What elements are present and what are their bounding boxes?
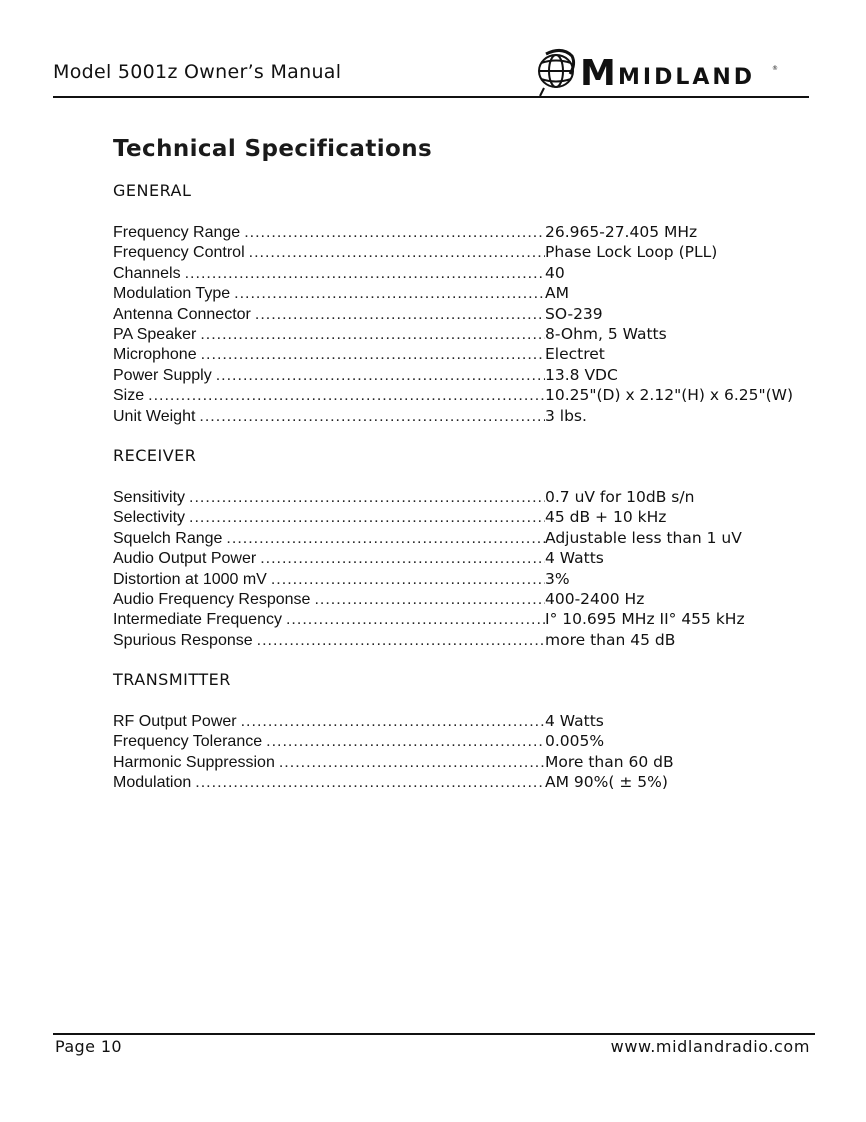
spec-row bbox=[113, 406, 813, 426]
spec-row bbox=[113, 242, 813, 262]
spec-label: Sensitivity bbox=[113, 489, 186, 506]
spec-row bbox=[113, 589, 813, 609]
spec-row bbox=[113, 324, 813, 344]
page-title: Technical Specifications bbox=[113, 136, 433, 162]
spec-value: 0.7 uV for 10dB s/n bbox=[545, 488, 695, 506]
spec-label: Modulation Type bbox=[113, 285, 231, 303]
spec-row bbox=[113, 609, 813, 629]
spec-value: 4 Watts bbox=[545, 712, 604, 730]
spec-row bbox=[113, 507, 813, 527]
dot-leader bbox=[197, 345, 545, 365]
spec-label: Modulation bbox=[113, 774, 192, 792]
svg-text:MIDLAND: MIDLAND bbox=[618, 65, 756, 90]
dot-leader bbox=[275, 753, 545, 773]
spec-value: more than 45 dB bbox=[545, 630, 676, 649]
spec-label: Power Supply bbox=[113, 366, 212, 384]
spec-label: Audio Frequency Response bbox=[113, 590, 311, 608]
spec-label: Channels bbox=[113, 264, 181, 282]
section-heading: GENERAL bbox=[113, 181, 192, 200]
spec-value: AM 90%( ± 5%) bbox=[545, 773, 668, 792]
section-heading: TRANSMITTER bbox=[113, 670, 231, 689]
spec-label: Squelch Range bbox=[113, 529, 223, 547]
spec-label: Selectivity bbox=[113, 509, 186, 527]
spec-label: Size bbox=[113, 387, 145, 405]
spec-row bbox=[113, 487, 813, 507]
dot-leader bbox=[191, 773, 545, 793]
dot-leader bbox=[267, 570, 545, 590]
header-divider bbox=[53, 96, 809, 98]
spec-row bbox=[113, 772, 813, 792]
spec-value: 8-Ohm, 5 Watts bbox=[545, 324, 667, 343]
spec-row bbox=[113, 569, 813, 589]
spec-row bbox=[113, 222, 813, 242]
spec-value: 4 Watts bbox=[545, 549, 604, 568]
spec-value: More than 60 dB bbox=[545, 752, 674, 771]
dot-leader bbox=[185, 508, 545, 528]
dot-leader bbox=[212, 366, 545, 386]
spec-label: Intermediate Frequency bbox=[113, 611, 282, 629]
spec-value: AM bbox=[545, 284, 569, 303]
dot-leader bbox=[185, 488, 545, 508]
spec-row bbox=[113, 263, 813, 283]
section-general bbox=[113, 181, 813, 426]
svg-text:M: M bbox=[580, 53, 616, 94]
spec-value: Phase Lock Loop (PLL) bbox=[545, 243, 718, 262]
dot-leader bbox=[262, 732, 545, 752]
spec-label: Frequency Range bbox=[113, 224, 241, 241]
spec-label: Spurious Response bbox=[113, 631, 253, 649]
dot-leader bbox=[253, 631, 545, 651]
page-number: Page 10 bbox=[55, 1037, 122, 1056]
spec-list bbox=[113, 222, 813, 426]
spec-label: Antenna Connector bbox=[113, 305, 251, 323]
dot-leader bbox=[256, 549, 545, 569]
spec-value: SO-239 bbox=[545, 304, 603, 323]
dot-leader bbox=[181, 264, 545, 284]
dot-leader bbox=[195, 407, 545, 427]
spec-row bbox=[113, 528, 813, 548]
spec-row bbox=[113, 283, 813, 303]
spec-row bbox=[113, 548, 813, 568]
spec-value: 45 dB + 10 kHz bbox=[545, 508, 667, 527]
spec-value: I° 10.695 MHz II° 455 kHz bbox=[545, 610, 745, 629]
spec-label: Distortion at 1000 mV bbox=[113, 570, 267, 588]
spec-row bbox=[113, 304, 813, 324]
spec-label: Frequency Control bbox=[113, 244, 245, 262]
spec-value: Electret bbox=[545, 345, 605, 364]
spec-label: RF Output Power bbox=[113, 713, 237, 730]
manual-title: Model 5001z Owner’s Manual bbox=[53, 61, 342, 83]
spec-row bbox=[113, 365, 813, 385]
section-receiver bbox=[113, 446, 813, 650]
spec-row bbox=[113, 731, 813, 751]
spec-value: 10.25"(D) x 2.12"(H) x 6.25"(W) bbox=[545, 386, 794, 405]
spec-label: PA Speaker bbox=[113, 325, 197, 343]
spec-value: 26.965-27.405 MHz bbox=[545, 223, 698, 241]
spec-value: 13.8 VDC bbox=[545, 365, 618, 384]
spec-label: Unit Weight bbox=[113, 407, 196, 425]
dot-leader bbox=[282, 610, 545, 630]
dot-leader bbox=[240, 223, 545, 243]
spec-value: 0.005% bbox=[545, 732, 605, 751]
spec-value: 3% bbox=[545, 569, 570, 588]
spec-value: 400-2400 Hz bbox=[545, 589, 645, 608]
section-transmitter bbox=[113, 670, 813, 793]
spec-list bbox=[113, 487, 813, 650]
spec-row bbox=[113, 385, 813, 405]
dot-leader bbox=[144, 386, 545, 406]
midland-logo bbox=[532, 44, 782, 98]
spec-value: 40 bbox=[545, 263, 565, 282]
spec-label: Audio Output Power bbox=[113, 550, 257, 568]
spec-list bbox=[113, 711, 813, 793]
svg-text:®: ® bbox=[772, 65, 778, 72]
globe-icon bbox=[539, 50, 574, 96]
spec-row bbox=[113, 630, 813, 650]
spec-row bbox=[113, 752, 813, 772]
dot-leader bbox=[245, 243, 545, 263]
dot-leader bbox=[251, 305, 545, 325]
section-heading: RECEIVER bbox=[113, 446, 197, 465]
spec-label: Harmonic Suppression bbox=[113, 753, 275, 771]
dot-leader bbox=[237, 712, 545, 732]
spec-value: 3 lbs. bbox=[545, 406, 587, 425]
dot-leader bbox=[222, 529, 545, 549]
spec-value: Adjustable less than 1 uV bbox=[545, 528, 742, 547]
footer-divider bbox=[53, 1033, 815, 1035]
dot-leader bbox=[230, 284, 545, 304]
spec-row bbox=[113, 344, 813, 364]
website-url: www.midlandradio.com bbox=[610, 1037, 810, 1056]
spec-row bbox=[113, 711, 813, 731]
dot-leader bbox=[310, 590, 545, 610]
spec-label: Microphone bbox=[113, 346, 197, 364]
dot-leader bbox=[196, 325, 545, 345]
spec-label: Frequency Tolerance bbox=[113, 733, 263, 751]
